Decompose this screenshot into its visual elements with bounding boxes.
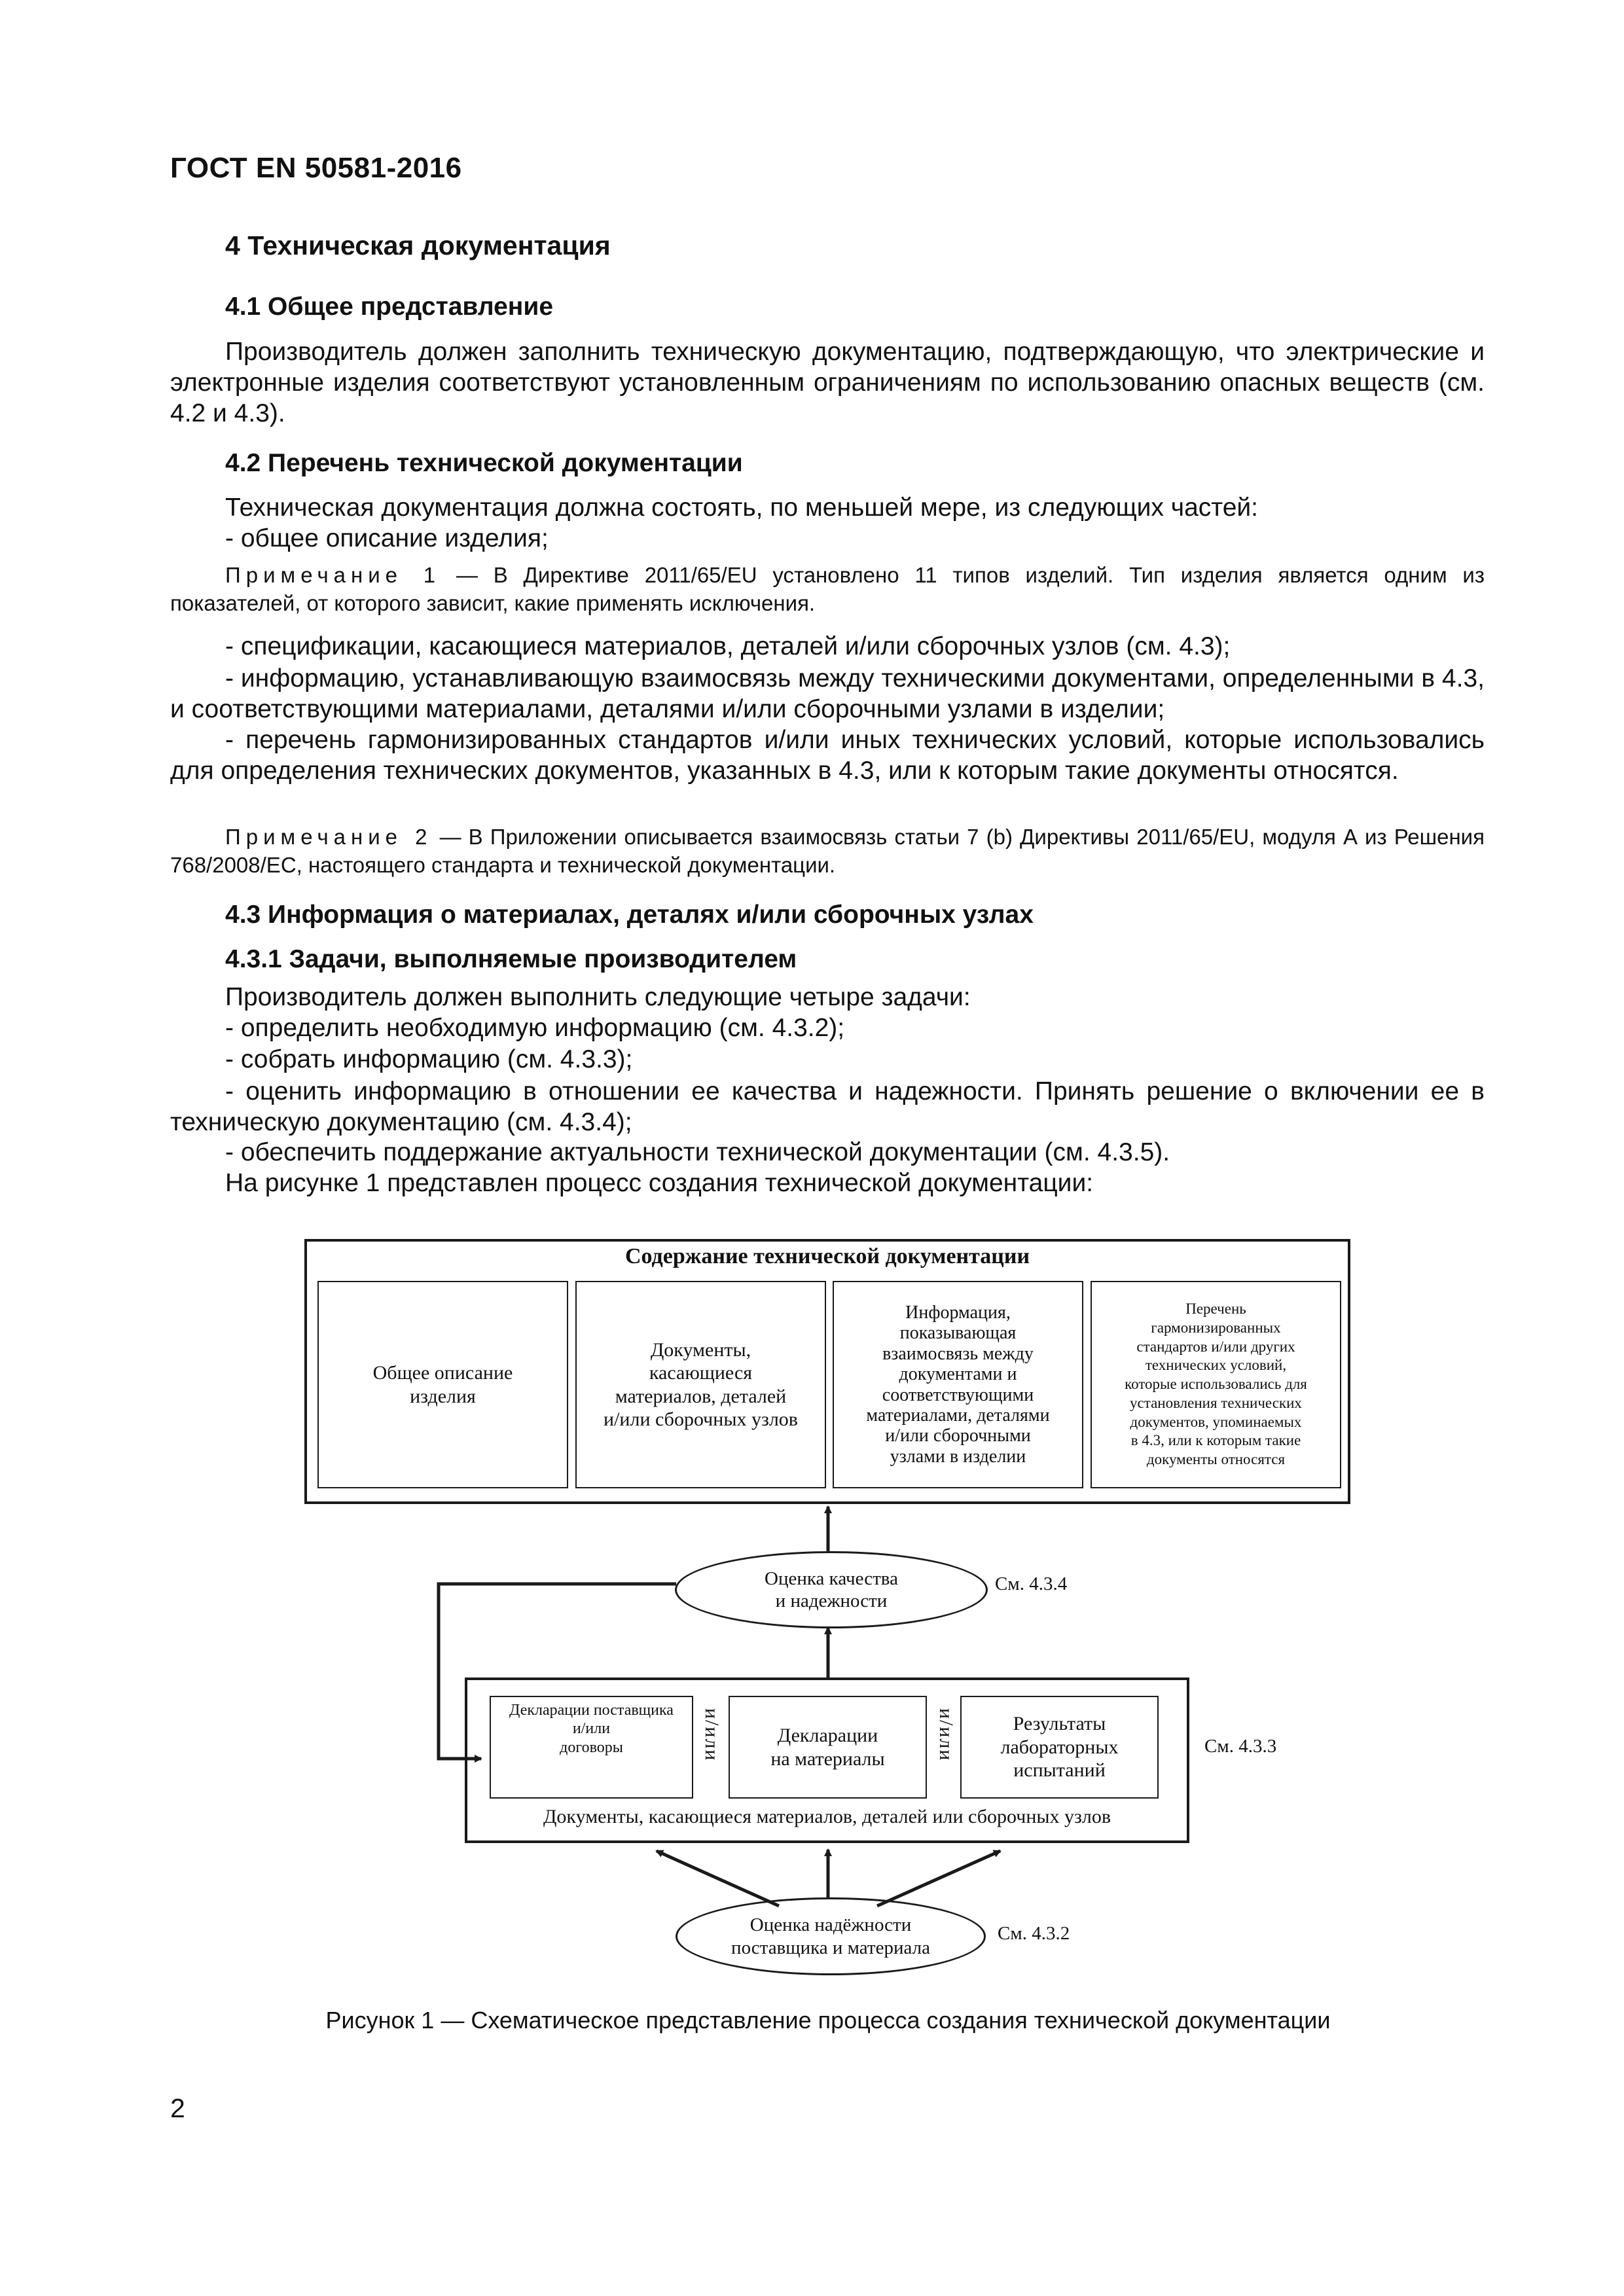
reliability-assessment-ellipse: Оценка надёжности поставщика и материала: [676, 1897, 986, 1975]
ref-4-3-2: См. 4.3.2: [998, 1923, 1070, 1944]
section-4-3-title: 4.3 Информация о материалах, деталях и/или сборочных узлах: [225, 901, 1034, 929]
section-4-2-item-4: - перечень гармонизированных стандартов и/или иных технических условий, которые использовались для определения технических документов, указанных в 4.3, или к которым такие документы относятся.: [170, 726, 1485, 785]
section-4-2-item-1: - общее описание изделия;: [225, 524, 549, 552]
content-box-title: Содержание технической документации: [624, 1244, 1030, 1268]
material-documents-box-label: Документы, касающиеся материалов, деталей или сборочных узлов: [543, 1806, 1111, 1827]
note-2-text: — В Приложении описывается взаимосвязь статьи 7 (b) Директивы 2011/65/EU, модуля А из Решения 768/2008/EC, настоящего стандарта и технической документации.: [170, 825, 1485, 877]
task-3: - оценить информацию в отношении ее качества и надежности. Принять решение о включении ее в техническую документацию (см. 4.3.4);: [170, 1077, 1485, 1136]
cell-material-documents: Документы, касающиеся материалов, деталей и/или сборочных узлов: [575, 1281, 826, 1488]
page-number: 2: [170, 2093, 185, 2123]
cell-general-description: Общее описание изделия: [317, 1281, 568, 1488]
arrow-right-up: [877, 1851, 1000, 1906]
arrow-left-up: [657, 1851, 779, 1906]
section-4-3-1-intro: Производитель должен выполнить следующие четыре задачи:: [225, 983, 971, 1011]
section-4-3-1-title: 4.3.1 Задачи, выполняемые производителем: [225, 945, 797, 973]
cell-standards-list: Перечень гармонизированных стандартов и/или других технических условий, которые использовались для установления технических документов, упоминаемых в 4.3, или к которым такие документы относятся: [1091, 1281, 1341, 1488]
lab-results-box: Результаты лабораторных испытаний: [960, 1696, 1159, 1799]
ref-4-3-4: См. 4.3.4: [995, 1573, 1068, 1594]
note-1-label: Примечание 1: [225, 563, 441, 587]
document-header: ГОСТ EN 50581-2016: [170, 152, 462, 184]
supplier-declarations-box: Декларации поставщика и/или договоры: [490, 1696, 693, 1799]
section-4-2-title: 4.2 Перечень технической документации: [225, 449, 743, 477]
section-4-title: 4 Техническая документация: [225, 230, 611, 260]
note-1-text: — В Директиве 2011/65/EU установлено 11 типов изделий. Тип изделия является одним из показателей, от которого зависит, какие применять исключения.: [170, 563, 1485, 615]
cell-relationship-info: Информация, показывающая взаимосвязь между документами и соответствующими материалами, деталями и/или сборочными узлами в изделии: [833, 1281, 1083, 1488]
task-1: - определить необходимую информацию (см. 4.3.2);: [225, 1014, 845, 1042]
quality-assessment-ellipse: Оценка качества и надежности: [675, 1551, 988, 1628]
section-4-1-title: 4.1 Общее представление: [225, 293, 554, 321]
task-4: - обеспечить поддержание актуальности технической документации (см. 4.3.5).: [225, 1138, 1170, 1166]
section-4-1-text: Производитель должен заполнить техническую документацию, подтверждающую, что электрические и электронные изделия соответствуют установленным ограничениям по использованию опасных веществ (см. 4.2 и 4.3).: [170, 338, 1485, 427]
separator-and-or-1: и/или: [701, 1708, 723, 1762]
figure-caption: Рисунок 1 — Схематическое представление процесса создания технической документации: [325, 2007, 1331, 2034]
task-2: - собрать информацию (см. 4.3.3);: [225, 1045, 633, 1073]
figure-intro: На рисунке 1 представлен процесс создания технической документации:: [225, 1169, 1094, 1197]
note-2-label: Примечание 2: [225, 825, 433, 849]
section-4-2-item-3: - информацию, устанавливающую взаимосвязь между техническими документами, определенными в 4.3, и соответствующими материалами, деталями и/или сборочными узлами в изделии;: [170, 664, 1485, 723]
section-4-2-item-2: - спецификации, касающиеся материалов, деталей и/или сборочных узлов (см. 4.3);: [225, 632, 1231, 660]
separator-and-or-2: и/или: [935, 1708, 957, 1762]
section-4-2-intro: Техническая документация должна состоять, по меньшей мере, из следующих частей:: [225, 493, 1259, 522]
ref-4-3-3: См. 4.3.3: [1204, 1736, 1277, 1757]
material-declarations-box: Декларации на материалы: [729, 1696, 927, 1799]
